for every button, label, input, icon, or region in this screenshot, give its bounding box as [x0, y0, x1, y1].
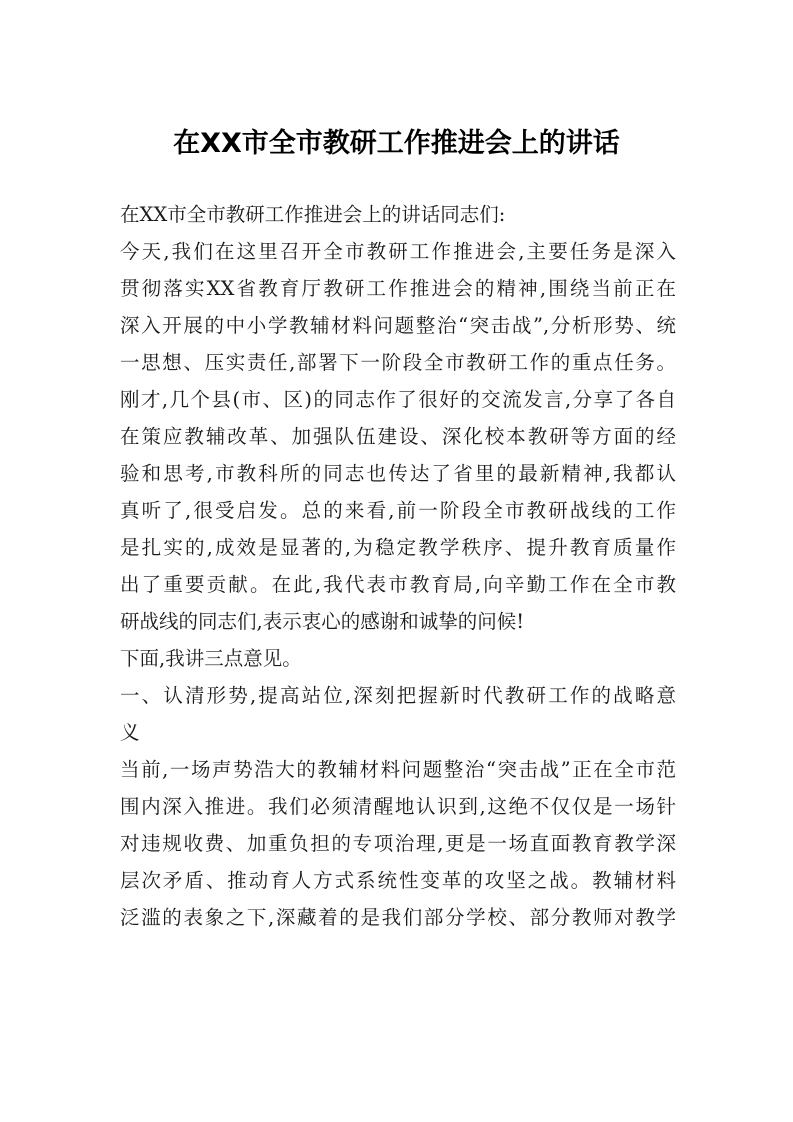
body-line: 层次矛盾、推动育人方式系统性变革的攻坚之战。教辅材料 [120, 869, 676, 892]
body-line: 是扎实的,成效是显著的,为稳定教学秩序、提升教育质量作 [120, 536, 676, 559]
body-line: 今天,我们在这里召开全市教研工作推进会,主要任务是深入 [120, 240, 676, 263]
body-line: 真听了,很受启发。总的来看,前一阶段全市教研战线的工作 [120, 499, 676, 522]
body-line: 围内深入推进。我们必须清醒地认识到,这绝不仅仅是一场针 [120, 795, 676, 818]
document-title: 在XX市全市教研工作推进会上的讲话 [173, 128, 620, 159]
body-line: 当前,一场声势浩大的教辅材料问题整治“突击战”正在全市范 [120, 758, 676, 781]
body-line: 下面,我讲三点意见。 [120, 647, 302, 670]
body-line: 验和思考,市教科所的同志也传达了省里的最新精神,我都认 [120, 462, 676, 485]
body-line: 刚才,几个县(市、区)的同志作了很好的交流发言,分享了各自 [120, 388, 676, 411]
body-line: 对违规收费、加重负担的专项治理,更是一场直面教育教学深 [120, 832, 676, 855]
body-line: 在XX市全市教研工作推进会上的讲话同志们: [120, 203, 506, 226]
section-heading-line: 义 [120, 721, 140, 744]
section-heading-line: 一、认清形势,提高站位,深刻把握新时代教研工作的战略意 [120, 684, 676, 707]
body-line: 在策应教辅改革、加强队伍建设、深化校本教研等方面的经 [120, 425, 676, 448]
document-body [120, 196, 676, 936]
body-line: 泛滥的表象之下,深藏着的是我们部分学校、部分教师对教学 [120, 906, 676, 929]
body-line: 一思想、压实责任,部署下一阶段全市教研工作的重点任务。 [120, 351, 676, 374]
body-line: 研战线的同志们,表示衷心的感谢和诚挚的问候! [120, 610, 525, 633]
body-line: 深入开展的中小学教辅材料问题整治“突击战”,分析形势、统 [120, 314, 676, 337]
body-line: 贯彻落实XX省教育厅教研工作推进会的精神,围绕当前正在 [120, 277, 676, 300]
body-line: 出了重要贡献。在此,我代表市教育局,向辛勤工作在全市教 [120, 573, 676, 596]
